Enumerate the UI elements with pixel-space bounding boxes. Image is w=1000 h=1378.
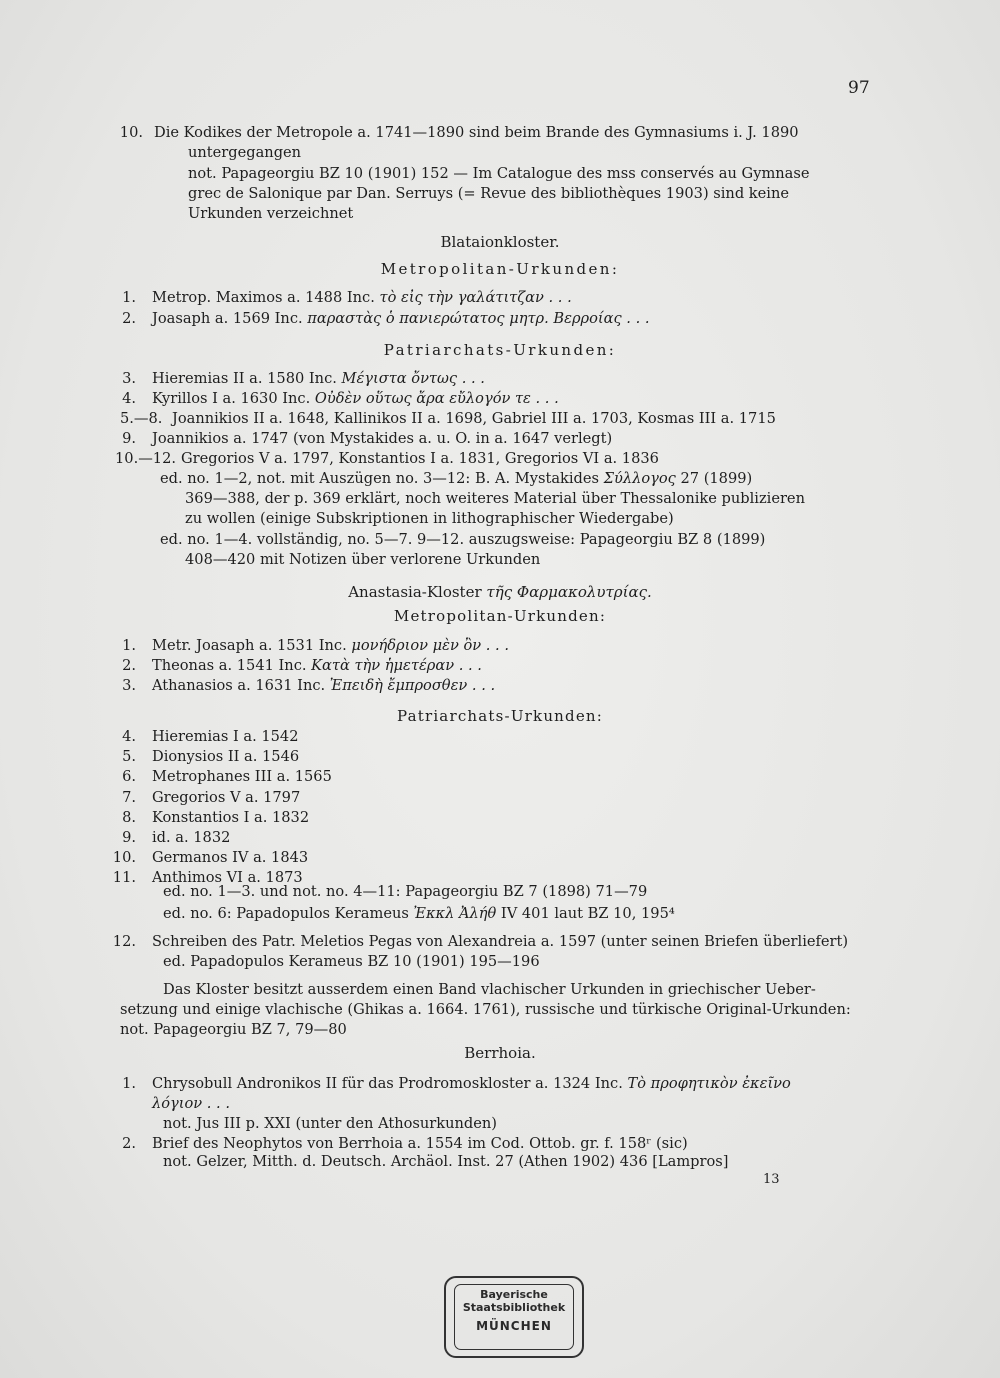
item-number: 10. [119, 124, 143, 141]
greek-incipit: μονήδριον μὲν ὂν . . . [351, 637, 509, 654]
item-text: Theonas a. 1541 Inc. [152, 657, 312, 674]
greek-incipit: Οὐδὲν οὕτως ἄρα εὔλογόν τε . . . [314, 390, 559, 407]
stamp-line: Staatsbibliothek [462, 1301, 566, 1314]
item-number: 8. [122, 809, 136, 826]
item-number: 4. [122, 728, 136, 745]
item-number: 7. [122, 789, 136, 806]
greek-title: Σύλλογος [603, 470, 676, 487]
item-text: Konstantios I a. 1832 [152, 809, 310, 826]
intro-text: Die Kodikes der Metropole a. 1741—1890 sind beim Brande des Gymnasiums i. J. 1890 [154, 124, 799, 141]
greek-incipit: τὸ εἰς τὴν γαλάτιτζαν . . . [379, 289, 572, 306]
item-text: Metrop. Maximos a. 1488 Inc. [152, 289, 380, 306]
greek-incipit: Τὸ προφητικὸν ἐκεῖνο [627, 1075, 791, 1092]
edition-note: not. Gelzer, Mitth. d. Deutsch. Archäol. Inst. 27 (Athen 1902) 436 [Lampros] [163, 1153, 729, 1170]
item-text: Kyrillos I a. 1630 Inc. [152, 390, 315, 407]
item-number: 2. [122, 1135, 136, 1152]
stamp-line: MÜNCHEN [476, 1319, 552, 1333]
item-text: Joannikios a. 1747 (von Mystakides a. u. O. in a. 1647 verlegt) [152, 430, 613, 447]
greek-incipit: Ἐπειδὴ ἔμπροσθεν . . . [329, 677, 496, 694]
edition-note: not. Jus III p. XXI (unter den Athosurkunden) [163, 1115, 497, 1132]
item-number: 12. [112, 933, 136, 950]
subsection-heading: Metropolitan-Urkunden: [380, 260, 620, 278]
intro-line: untergegangen [188, 144, 302, 161]
item-text: id. a. 1832 [152, 829, 231, 846]
edition-note: ed. no. 1—4. vollständig, no. 5—7. 9—12. auszugsweise: Papageorgiu BZ 8 (1899) [160, 531, 766, 548]
section-title: Blataionkloster. [440, 233, 560, 251]
signature-mark: 13 [763, 1172, 780, 1187]
item-number: 5.—8. [120, 410, 163, 427]
item-text: Schreiben des Patr. Meletios Pegas von Alexandreia a. 1597 (unter seinen Briefen überliefert) [152, 933, 849, 950]
item-number: 3. [122, 677, 136, 694]
item-number: 9. [122, 829, 136, 846]
item-text: Metr. Joasaph a. 1531 Inc. [152, 637, 352, 654]
item-number: 3. [122, 370, 136, 387]
edition-note: zu wollen (einige Subskriptionen in lithographischer Wiedergabe) [185, 510, 674, 527]
item-number: 5. [122, 748, 136, 765]
stamp-line: Bayerische [480, 1288, 548, 1301]
item-number: 10. [112, 849, 136, 866]
item-number: 10.—12. [115, 450, 177, 467]
item-text: Joannikios II a. 1648, Kallinikos II a. 1698, Gabriel III a. 1703, Kosmas III a. 1715 [172, 410, 776, 427]
item-text: Gregorios V a. 1797, Konstantios I a. 1831, Gregorios VI a. 1836 [181, 450, 659, 467]
item-text: Gregorios V a. 1797 [152, 789, 301, 806]
paragraph-line: not. Papageorgiu BZ 7, 79—80 [120, 1021, 347, 1038]
item-number: 4. [122, 390, 136, 407]
item-text: Athanasios a. 1631 Inc. [152, 677, 330, 694]
greek-incipit: Κατὰ τὴν ἡμετέραν . . . [311, 657, 482, 674]
item-number: 11. [112, 869, 136, 886]
greek-title: τῆς Φαρμακολυτρίας. [486, 583, 652, 601]
subsection-heading: Patriarchats-Urkunden: [396, 707, 604, 725]
section-title: Anastasia-Kloster τῆς Φαρμακολυτρίας. [348, 583, 652, 601]
item-number: 6. [122, 768, 136, 785]
item-text: Dionysios II a. 1546 [152, 748, 300, 765]
edition-note: 369—388, der p. 369 erklärt, noch weiteres Material über Thessalonike publizieren [185, 490, 805, 507]
subsection-heading: Metropolitan-Urkunden: [393, 607, 607, 625]
edition-note: ed. no. 1—3. und not. no. 4—11: Papageorgiu BZ 7 (1898) 71—79 [163, 883, 648, 900]
page-number: 97 [848, 78, 870, 98]
item-number: 2. [122, 310, 136, 327]
paragraph-line: Das Kloster besitzt ausserdem einen Band vlachischer Urkunden in griechischer Ueber- [163, 981, 816, 998]
greek-continuation: λόγιον . . . [152, 1095, 230, 1112]
item-text: Hieremias II a. 1580 Inc. [152, 370, 342, 387]
item-text: Chrysobull Andronikos II für das Prodromoskloster a. 1324 Inc. [152, 1075, 628, 1092]
item-number: 1. [122, 1075, 136, 1092]
intro-line: grec de Salonique par Dan. Serruys (= Revue des bibliothèques 1903) sind keine [188, 185, 789, 202]
paragraph-line: setzung und einige vlachische (Ghikas a. 1664. 1761), russische und türkische Original-Urkunden: [120, 1001, 851, 1018]
item-text: Joasaph a. 1569 Inc. [152, 310, 308, 327]
edition-note: 408—420 mit Notizen über verlorene Urkunden [185, 551, 541, 568]
item-number: 2. [122, 657, 136, 674]
intro-line: Urkunden verzeichnet [188, 205, 354, 222]
item-number: 9. [122, 430, 136, 447]
item-number: 1. [122, 289, 136, 306]
item-text: Germanos IV a. 1843 [152, 849, 309, 866]
greek-title: Ἐκκλ Ἀλήθ [413, 905, 497, 922]
item-text: Metrophanes III a. 1565 [152, 768, 332, 785]
item-number: 1. [122, 637, 136, 654]
edition-note: ed. no. 6: Papadopulos Kerameus Ἐκκλ Ἀλήθ IV 401 laut BZ 10, 195⁴ [163, 905, 675, 922]
section-title: Berrhoia. [464, 1044, 536, 1062]
item-text: Anthimos VI a. 1873 [152, 869, 303, 886]
edition-note: ed. no. 1—2, not. mit Auszügen no. 3—12: B. A. Mystakides Σύλλογος 27 (1899) [160, 470, 753, 487]
subsection-heading: Patriarchats-Urkunden: [383, 341, 617, 359]
item-text: Brief des Neophytos von Berrhoia a. 1554 im Cod. Ottob. gr. f. 158ʳ (sic) [152, 1135, 688, 1152]
intro-line: not. Papageorgiu BZ 10 (1901) 152 — Im Catalogue des mss conservés au Gymnase [188, 165, 810, 182]
library-stamp [444, 1276, 584, 1358]
stamp-inner-border [454, 1284, 574, 1350]
greek-incipit: Μέγιστα ὄντως . . . [341, 370, 485, 387]
item-text: Hieremias I a. 1542 [152, 728, 299, 745]
edition-note: ed. Papadopulos Kerameus BZ 10 (1901) 195—196 [163, 953, 540, 970]
greek-incipit: παραστὰς ὁ πανιερώτατος μητρ. Βερροίας . . . [307, 310, 650, 327]
